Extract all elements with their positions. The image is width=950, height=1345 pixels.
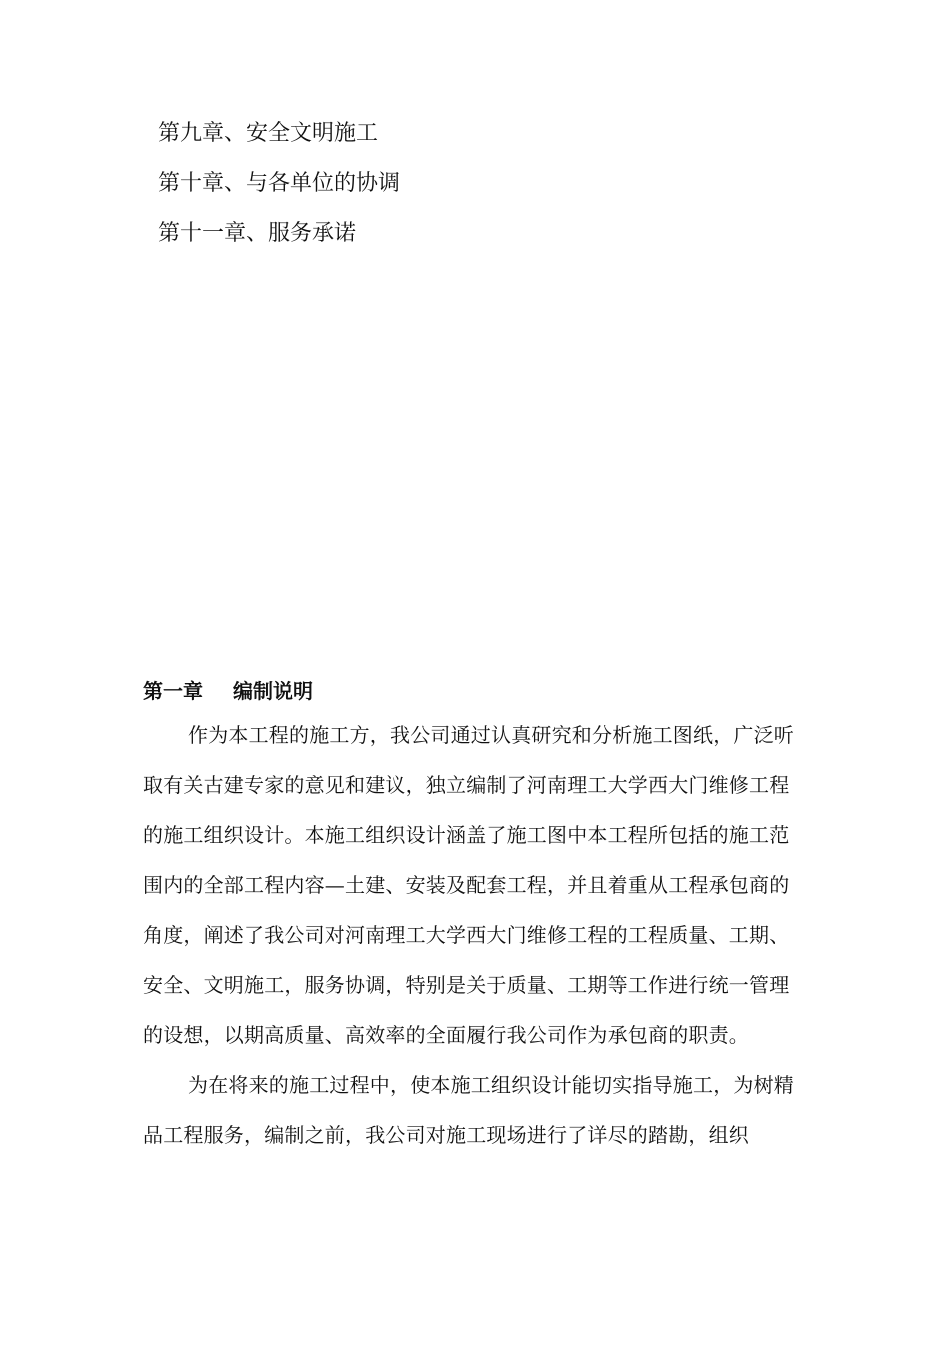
toc-item-chapter-9: 第九章、安全文明施工: [158, 121, 379, 146]
chapter-number: 第一章: [143, 679, 203, 703]
chapter-title: 编制说明: [233, 679, 313, 703]
chapter-section: [143, 676, 803, 1160]
toc-item-chapter-11: 第十一章、服务承诺: [158, 221, 357, 246]
table-of-contents: [158, 122, 400, 272]
paragraph-2: 为在将来的施工过程中，使本施工组织设计能切实指导施工，为树精品工程服务，编制之前，我公司对施工现场进行了详尽的踏勘，组织: [143, 1073, 794, 1147]
chapter-heading: [143, 676, 803, 706]
toc-item-chapter-10: 第十章、与各单位的协调: [158, 171, 401, 196]
paragraph-1: 作为本工程的施工方，我公司通过认真研究和分析施工图纸，广泛听取有关古建专家的意见和建议，独立编制了河南理工大学西大门维修工程的施工组织设计。本施工组织设计涵盖了施工图中本工程所包括的施工范围内的全部工程内容—土建、安装及配套工程，并且着重从工程承包商的角度，阐述了我公司对河南理工大学西大门维修工程的工程质量、工期、安全、文明施工，服务协调，特别是关于质量、工期等工作进行统一管理的设想，以期高质量、高效率的全面履行我公司作为承包商的职责。: [143, 723, 794, 1047]
